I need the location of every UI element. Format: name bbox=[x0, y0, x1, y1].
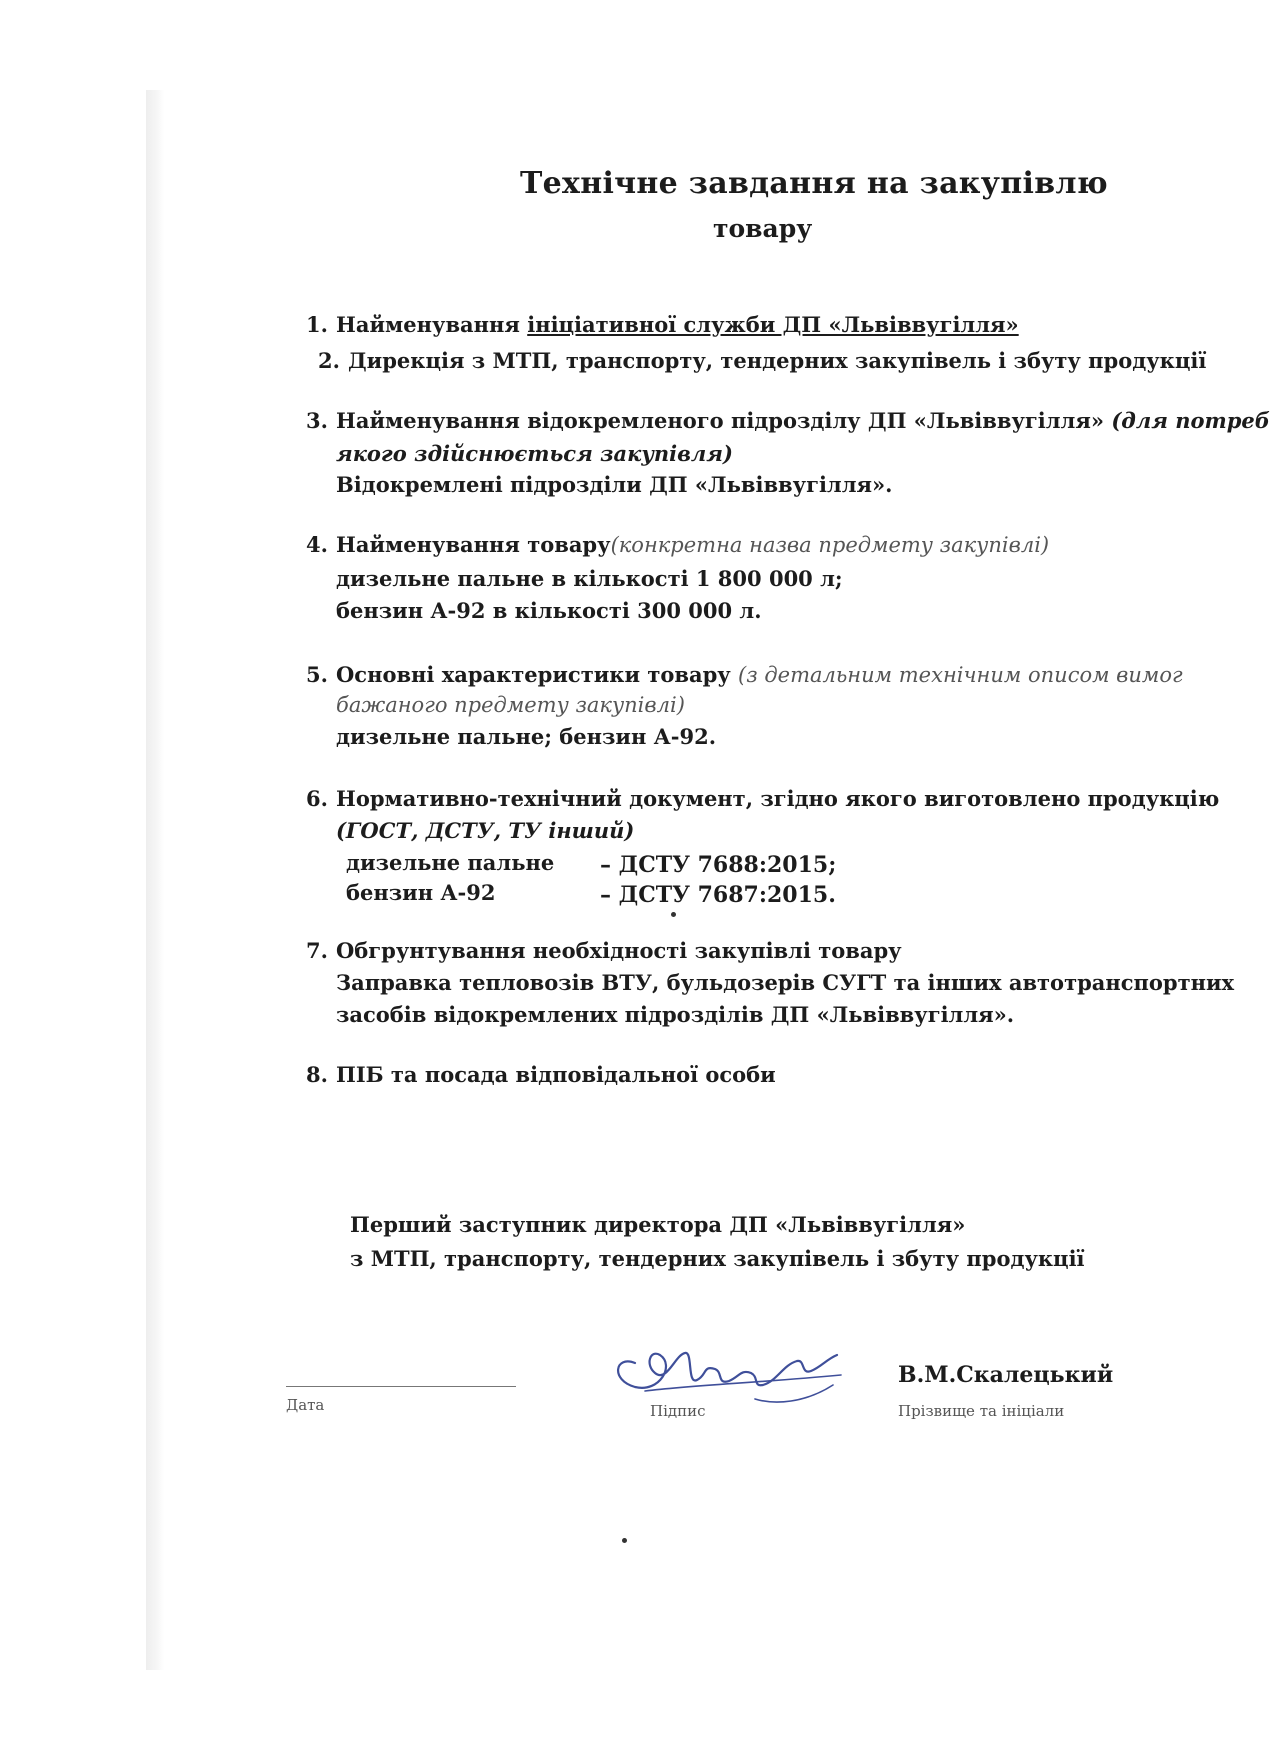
signature-label: Підпис bbox=[650, 1402, 706, 1420]
item-label: Найменування відокремленого підрозділу ДП «Львіввугілля» bbox=[336, 408, 1104, 433]
item-6 bbox=[306, 788, 1219, 809]
item-6-row-2-standard: – ДСТУ 7687:2015. bbox=[600, 882, 836, 908]
item-6-row-2-product: бензин А-92 bbox=[346, 880, 496, 905]
signer-name: В.М.Скалецький bbox=[898, 1362, 1114, 1388]
item-5 bbox=[306, 664, 1183, 686]
item-label: Основні характеристики товару bbox=[336, 662, 731, 687]
item-3 bbox=[306, 410, 1270, 431]
name-label: Прізвище та ініціали bbox=[898, 1402, 1065, 1420]
speck-mark bbox=[671, 912, 676, 917]
item-label: Обгрунтування необхідності закупівлі товару bbox=[336, 938, 902, 963]
item-7 bbox=[306, 940, 902, 961]
item-7-value-1: Заправка тепловозів ВТУ, бульдозерів СУГТ та інших автотранспортних bbox=[336, 970, 1235, 995]
item-value: ініціативної служби ДП «Львіввугілля» bbox=[527, 312, 1019, 337]
item-4 bbox=[306, 534, 1049, 556]
document-title: Технічне завдання на закупівлю bbox=[520, 166, 1108, 201]
item-6-row-1-standard: – ДСТУ 7688:2015; bbox=[600, 852, 837, 878]
item-5-value: дизельне пальне; бензин А-92. bbox=[336, 724, 717, 749]
item-label: ПІБ та посада відповідальної особи bbox=[336, 1062, 776, 1087]
date-label: Дата bbox=[286, 1396, 325, 1414]
item-8 bbox=[306, 1064, 776, 1085]
item-number: 3. bbox=[306, 408, 328, 433]
item-4-value-1: дизельне пальне в кількості 1 800 000 л; bbox=[336, 566, 843, 591]
speck-mark bbox=[622, 1538, 627, 1543]
item-7-value-2: засобів відокремлених підрозділів ДП «Львіввугілля». bbox=[336, 1002, 1015, 1027]
handwritten-signature bbox=[605, 1325, 855, 1425]
item-note: (для потреб bbox=[1111, 408, 1270, 433]
item-number: 4. bbox=[306, 532, 328, 557]
date-line bbox=[286, 1386, 516, 1387]
item-text: Дирекція з МТП, транспорту, тендерних закупівель і збуту продукції bbox=[348, 348, 1207, 373]
item-number: 5. bbox=[306, 662, 328, 687]
item-3-value: Відокремлені підрозділи ДП «Львіввугілля». bbox=[336, 472, 893, 497]
item-note: (з детальним технічним описом вимог bbox=[738, 663, 1183, 687]
item-number: 6. bbox=[306, 786, 328, 811]
item-1 bbox=[306, 314, 1019, 335]
item-label: Найменування bbox=[336, 312, 520, 337]
item-note: (конкретна назва предмету закупівлі) bbox=[610, 533, 1050, 557]
item-label: Найменування товару bbox=[336, 532, 611, 557]
item-number: 2. bbox=[318, 348, 340, 373]
item-6-note: (ГОСТ, ДСТУ, ТУ інший) bbox=[336, 818, 635, 843]
signer-position-line-1: Перший заступник директора ДП «Львіввугілля» bbox=[350, 1212, 966, 1237]
document-subtitle: товару bbox=[713, 214, 813, 243]
item-6-row-1-product: дизельне пальне bbox=[346, 850, 555, 875]
item-3-note-continued: якого здійснюється закупівля) bbox=[336, 441, 733, 466]
item-2 bbox=[318, 350, 1206, 371]
item-label: Нормативно-технічний документ, згідно якого виготовлено продукцію bbox=[336, 786, 1220, 811]
item-number: 7. bbox=[306, 938, 328, 963]
item-5-note-continued: бажаного предмету закупівлі) bbox=[336, 693, 685, 717]
signer-position-line-2: з МТП, транспорту, тендерних закупівель і збуту продукції bbox=[350, 1246, 1085, 1271]
item-number: 1. bbox=[306, 312, 328, 337]
item-4-value-2: бензин А-92 в кількості 300 000 л. bbox=[336, 598, 762, 623]
item-number: 8. bbox=[306, 1062, 328, 1087]
